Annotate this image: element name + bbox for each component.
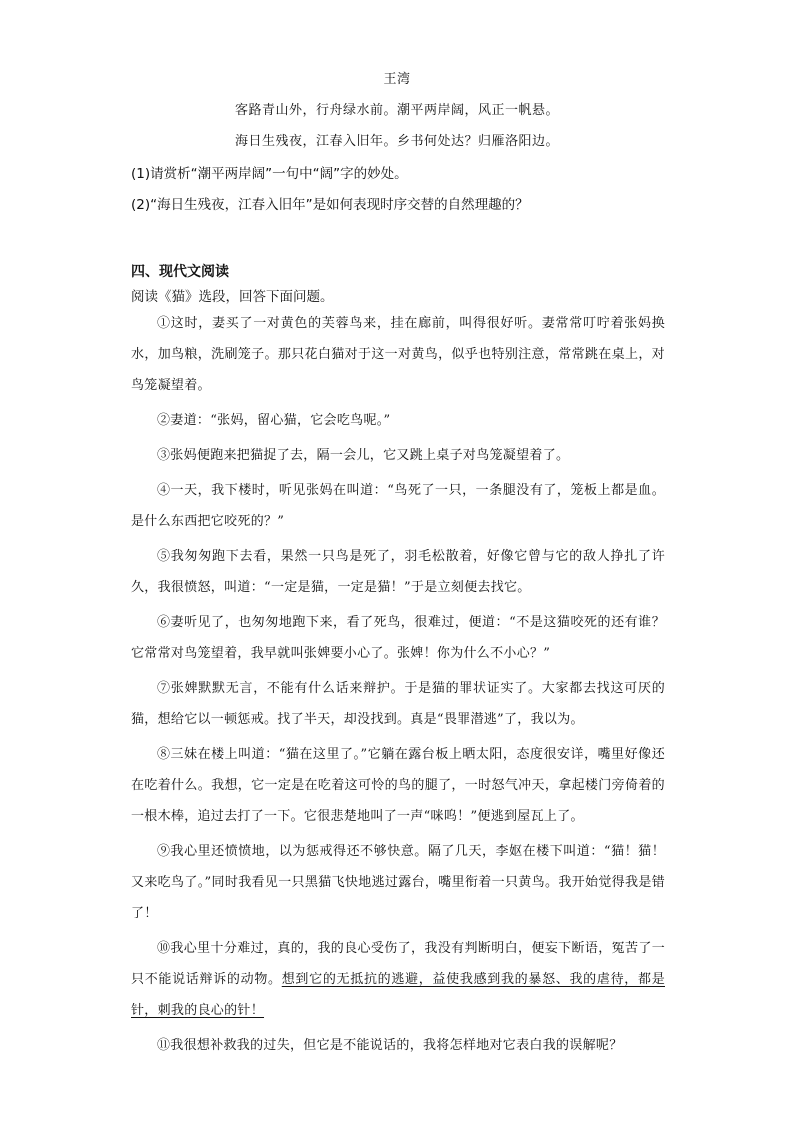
paragraph-10-text: ⑩我心里十分难过，真的，我的良心受伤了，我没有判断明白，便妄下断语，冤苦了一只不能说话辩诉的动物。 <box>131 941 665 987</box>
article-body <box>131 308 665 1065</box>
paragraph-11: ⑪我很想补救我的过失，但它是不能说话的，我将怎样地对它表白我的误解呢？ <box>157 1038 623 1053</box>
underlined-sentence: 想到它的无抵抗的逃避，益使我感到我的暴怒、我的虐待，都是针，刺我的良心的针！ <box>131 972 665 1018</box>
question-2: (2)“海日生残夜，江春入旧年”是如何表现时序交替的自然理趣的？ <box>131 197 529 213</box>
poem-line-2: 海日生残夜，江春入旧年。乡书何处达？归雁洛阳边。 <box>234 134 559 149</box>
poem-author: 王湾 <box>383 72 411 87</box>
paragraph-6: ⑥妻听见了，也匆匆地跑下来，看了死鸟，很难过，便道：“不是这猫咬死的还有谁？它常常对鸟笼望着，我早就叫张婢要小心了。张婢！你为什么不小心？” <box>131 615 665 661</box>
paragraph-2: ②妻道：“张妈，留心猫，它会吃鸟呢。” <box>157 413 391 428</box>
paragraph-8: ⑧三妹在楼上叫道：“猫在这里了。”它躺在露台板上晒太阳，态度很安详，嘴里好像还在吃着什么。我想，它一定是在吃着这可怜的鸟的腿了，一时怒气冲天，拿起楼门旁倚着的一根木棒，追过去打了一下。它很悲楚地叫了一声“咪呜！”便逃到屋瓦上了。 <box>131 747 665 824</box>
paragraph-1: ①这时，妻买了一对黄色的芙蓉鸟来，挂在廊前，叫得很好听。妻常常叮咛着张妈换水，加鸟粮，洗刷笼子。那只花白猫对于这一对黄鸟，似乎也特别注意，常常跳在桌上，对鸟笼凝望着。 <box>131 316 665 393</box>
paragraph-4: ④一天，我下楼时，听见张妈在叫道：“鸟死了一只，一条腿没有了，笼板上都是血。是什么东西把它咬死的？” <box>131 483 665 529</box>
paragraph-5: ⑤我匆匆跑下去看，果然一只鸟是死了，羽毛松散着，好像它曾与它的敌人挣扎了许久，我很愤怒，叫道：“一定是猫，一定是猫！”于是立刻便去找它。 <box>131 549 665 595</box>
paragraph-10 <box>131 933 665 1026</box>
question-1: (1)请赏析“潮平两岸阔”一句中“阔”字的妙处。 <box>131 166 408 182</box>
poem-line-1: 客路青山外，行舟绿水前。潮平两岸阔，风正一帆悬。 <box>234 103 559 118</box>
paragraph-3: ③张妈便跑来把猫捉了去，隔一会儿，它又跳上桌子对鸟笼凝望着了。 <box>157 448 570 463</box>
section-intro: 阅读《猫》选段，回答下面问题。 <box>131 289 334 305</box>
paragraph-7: ⑦张婢默默无言，不能有什么话来辩护。于是猫的罪状证实了。大家都去找这可厌的猫，想给它以一顿惩戒。找了半天，却没找到。真是“畏罪潜逃”了，我以为。 <box>131 681 665 727</box>
section-heading: 四、现代文阅读 <box>131 264 229 280</box>
paragraph-9: ⑨我心里还愤愤地，以为惩戒得还不够快意。隔了几天，李妪在楼下叫道：“猫！猫！又来吃鸟了。”同时我看见一只黑猫飞快地逃过露台，嘴里衔着一只黄鸟。我开始觉得我是错了！ <box>131 844 665 921</box>
